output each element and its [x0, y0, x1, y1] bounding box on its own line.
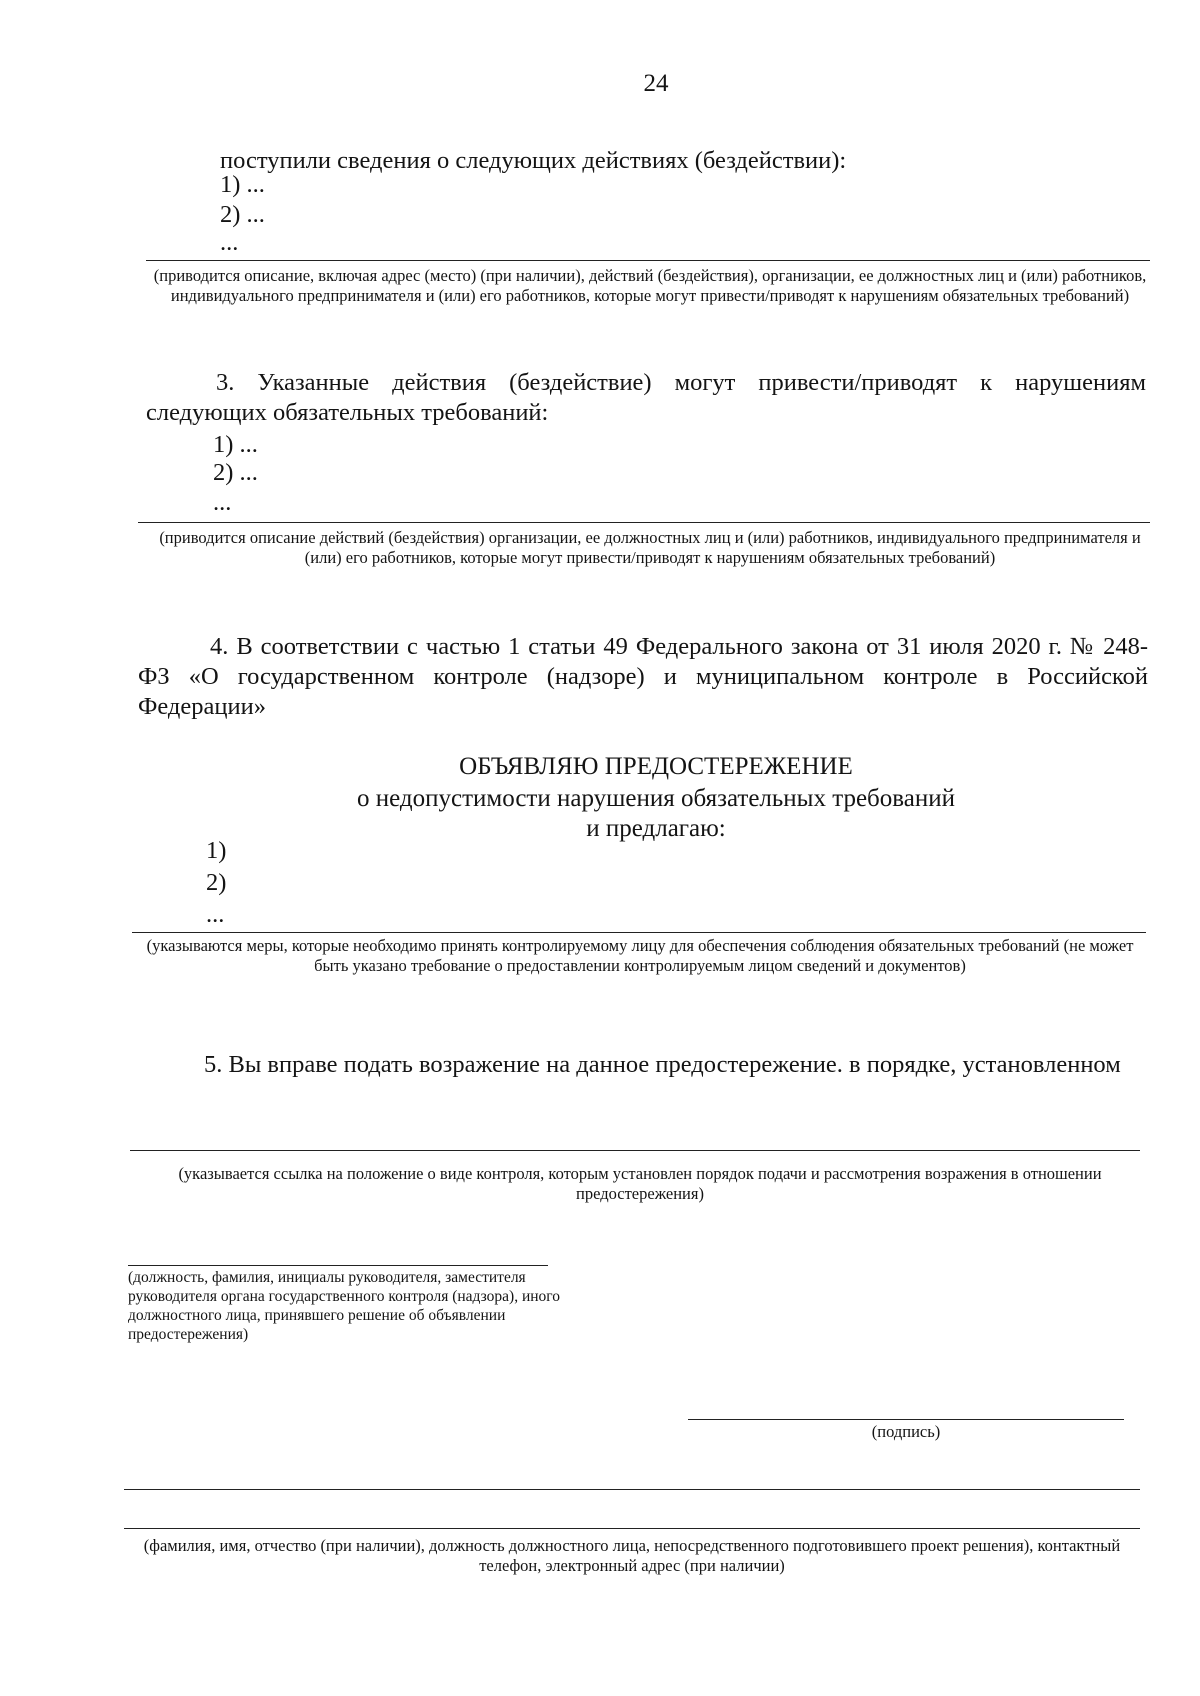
- section3-note: (приводится описание действий (бездействия) организации, ее должностных лиц и (или) работников, индивидуального предпринимателя и (или) его работников, которые могут привести/приводят к нарушениям обязательных требований): [159, 528, 1141, 567]
- footer-line-1: [124, 1489, 1140, 1490]
- section3-text: 3. Указанные действия (бездействие) могут привести/приводят к нарушениям следующих обязательных требований:: [146, 369, 1153, 426]
- section4-subheading-2: и предлагаю:: [586, 815, 726, 842]
- section4-item-2: 2): [206, 869, 227, 896]
- section5-fill-line: [130, 1150, 1140, 1151]
- section5-note: (указывается ссылка на положение о виде контроля, которым установлен порядок подачи и рассмотрения возражения в отношении предостережения): [178, 1164, 1102, 1203]
- official-fill-line: [128, 1265, 548, 1266]
- section2-item-2: 2) ...: [220, 201, 265, 228]
- section3-item-ellipsis: ...: [213, 489, 232, 516]
- section2-fill-line: [146, 260, 1150, 261]
- section4-note: (указываются меры, которые необходимо принять контролируемому лицу для обеспечения соблюдения обязательных требований (не может быть указано требование о предоставлении контролируемым лицом сведений и документов): [146, 936, 1134, 975]
- section5-text: 5. Вы вправе подать возражение на данное предостережение. в порядке, установленном: [204, 1051, 1121, 1078]
- section4-fill-line: [132, 932, 1146, 933]
- section3-item-2: 2) ...: [213, 459, 258, 486]
- section3-fill-line: [138, 522, 1150, 523]
- page-number: 24: [643, 70, 669, 97]
- section4-item-ellipsis: ...: [206, 901, 225, 928]
- section4-text: 4. В соответствии с частью 1 статьи 49 Федерального закона от 31 июля 2020 г. № 248-ФЗ «О государственном контроле (надзоре) и муниципальном контроле в Российской Федерации»: [138, 633, 1155, 720]
- signature-line: [688, 1419, 1124, 1420]
- section2-item-1: 1) ...: [220, 171, 265, 198]
- official-note: (должность, фамилия, инициалы руководителя, заместителя руководителя органа государственного контроля (надзора), иного должностного лица, принявшего решение об объявлении предостережения): [128, 1269, 561, 1343]
- footer-line-2: [124, 1528, 1140, 1529]
- signature-label: (подпись): [871, 1422, 941, 1441]
- section3-item-1: 1) ...: [213, 431, 258, 458]
- section4-subheading: о недопустимости нарушения обязательных требований: [357, 785, 955, 812]
- section2-note: (приводится описание, включая адрес (место) (при наличии), действий (бездействия), организации, ее должностных лиц и (или) работников, индивидуального предпринимателя и (или) его работников, которые могут привести/приводят к нарушениям обязательных требований): [153, 266, 1147, 305]
- section4-heading: ОБЪЯВЛЯЮ ПРЕДОСТЕРЕЖЕНИЕ: [459, 753, 853, 780]
- section4-item-1: 1): [206, 837, 227, 864]
- section2-item-ellipsis: ...: [220, 229, 239, 256]
- section2-intro: поступили сведения о следующих действиях (бездействии):: [220, 147, 847, 174]
- footer-note: (фамилия, имя, отчество (при наличии), должность должностного лица, непосредственного подготовившего проект решения), контактный телефон, электронный адрес (при наличии): [143, 1536, 1121, 1575]
